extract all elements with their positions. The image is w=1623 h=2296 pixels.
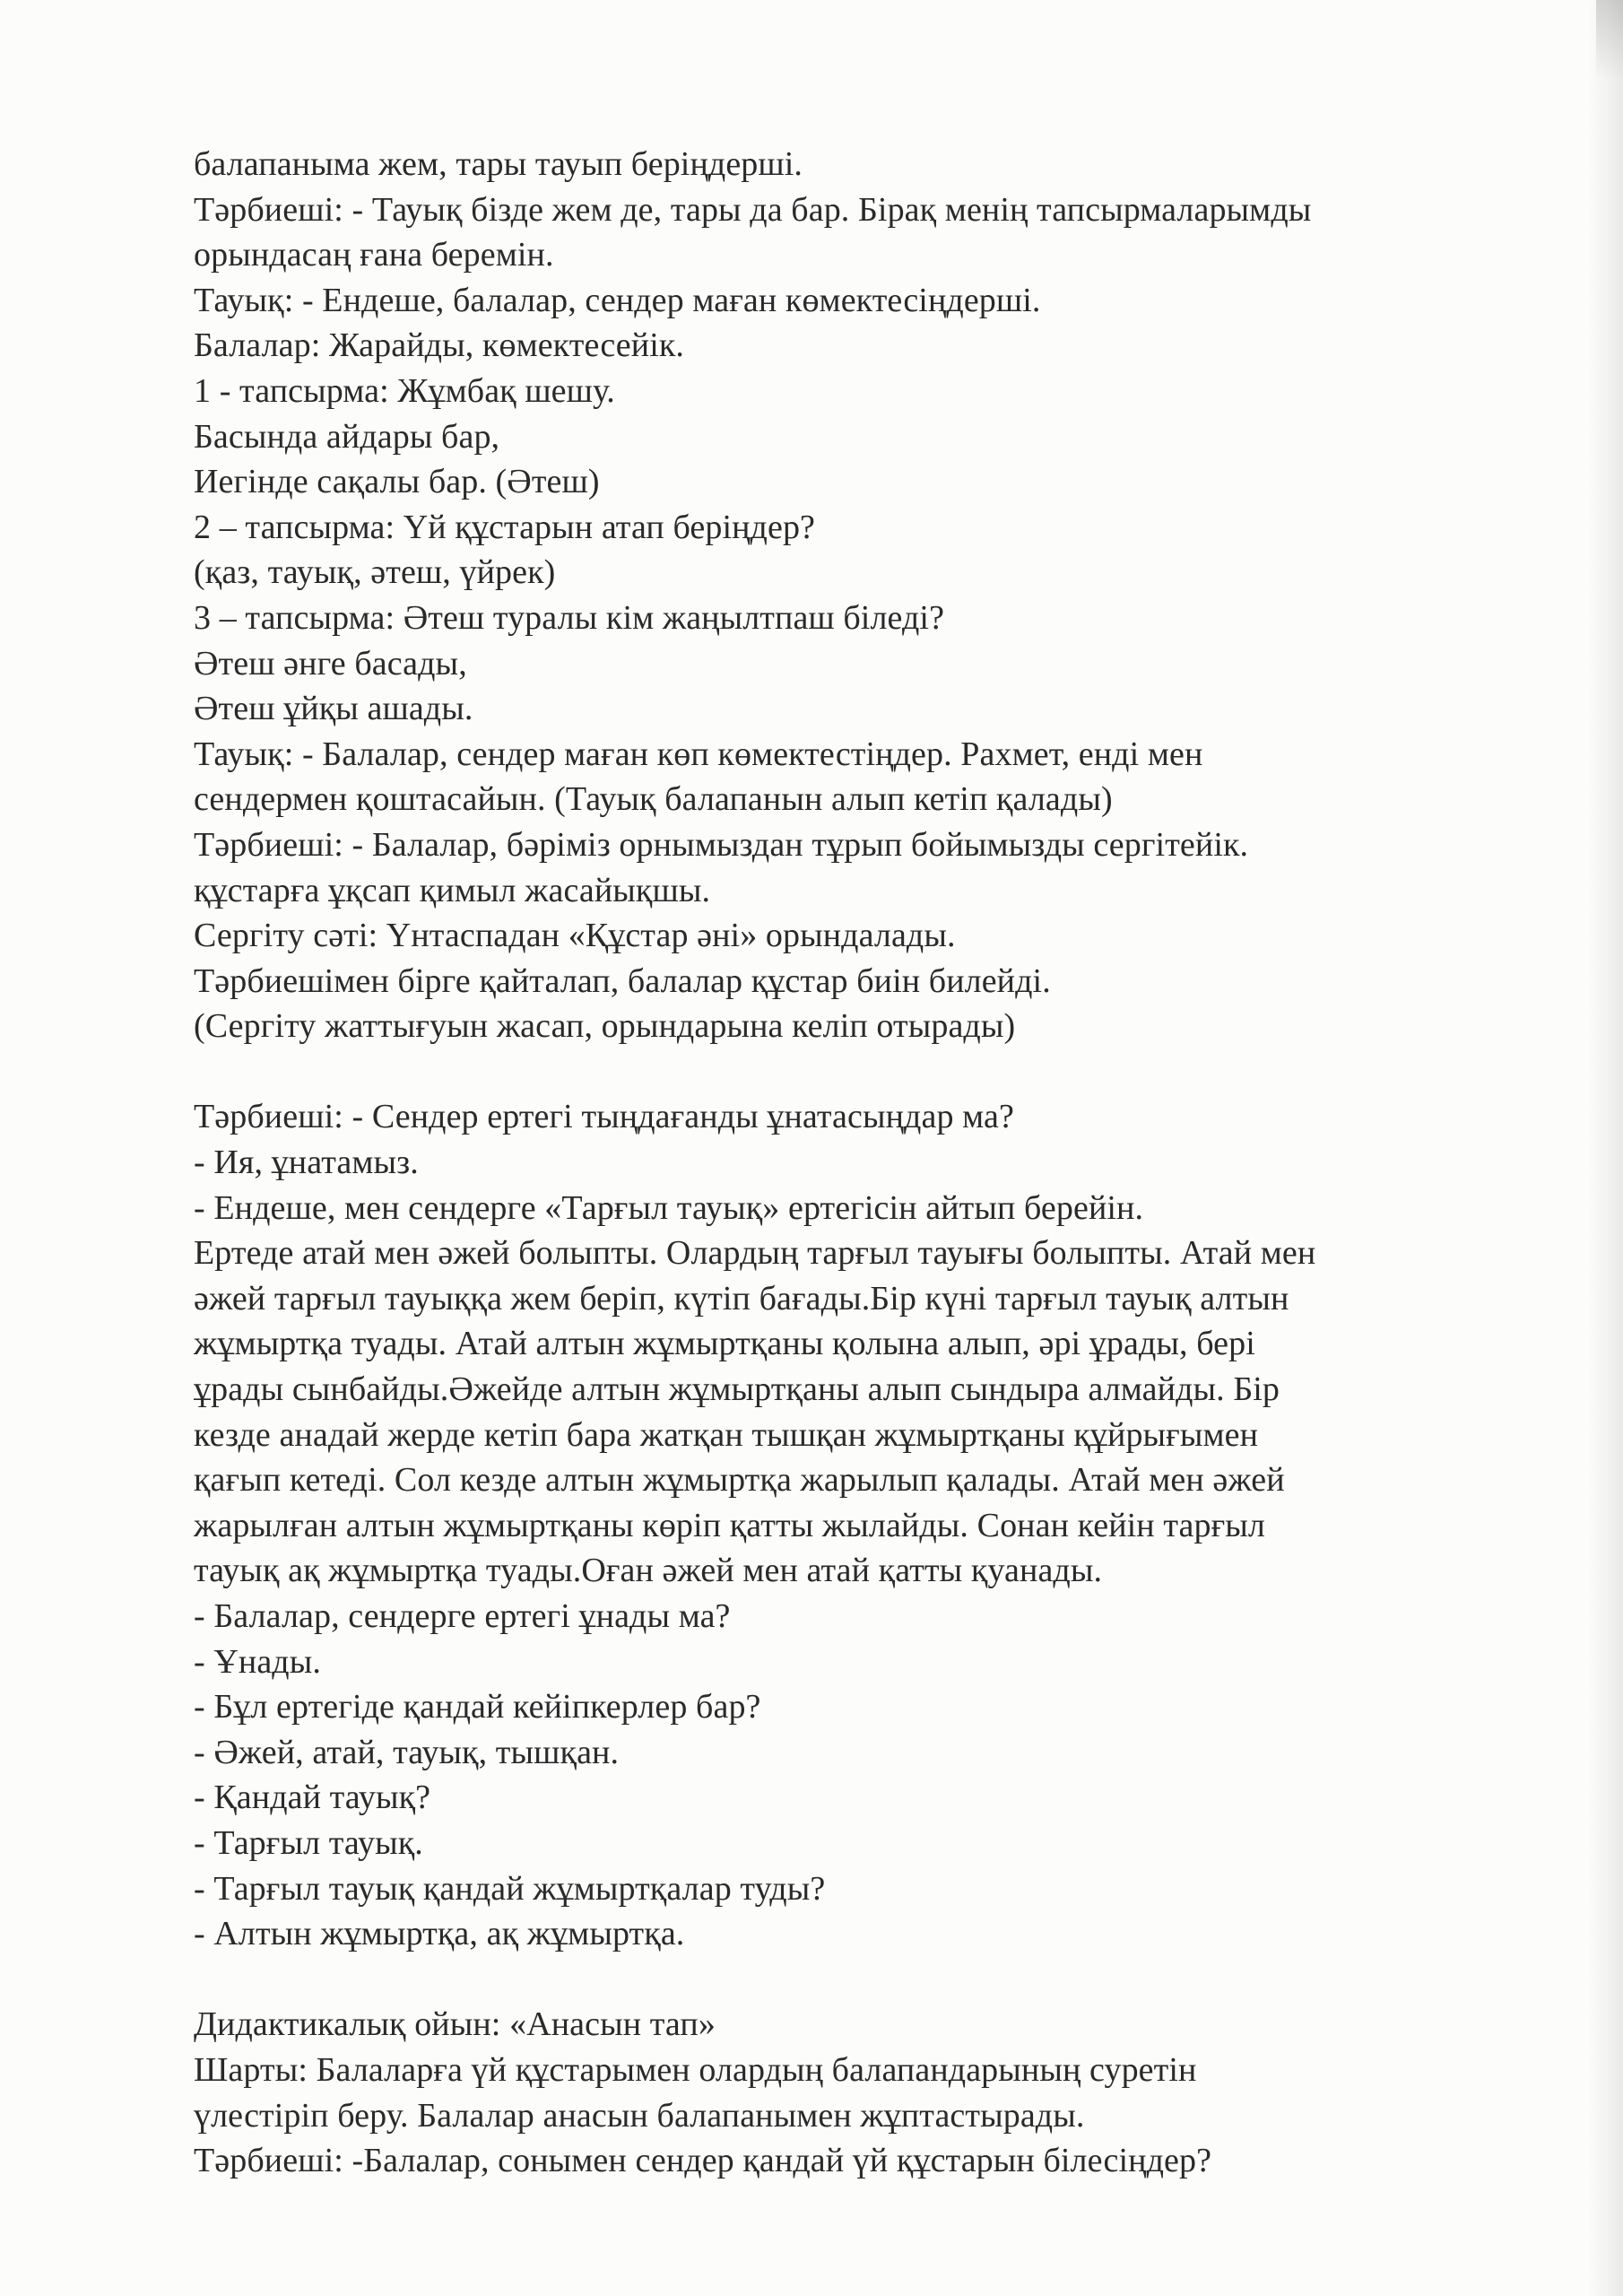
text-line: кезде анадай жерде кетіп бара жатқан тышқан жұмыртқаны құйрығымен [194,1415,1259,1454]
text-line: жарылған алтын жұмыртқаны көріп қатты жылайды. Сонан кейін тарғыл [194,1506,1265,1544]
text-line: Әтеш әнге басады, [194,644,467,683]
text-line: әжей тарғыл тауыққа жем беріп, күтіп бағады.Бір күні тарғыл тауық алтын [194,1279,1289,1318]
text-line: Тәрбиеші: - Балалар, бәріміз орнымыздан тұрып бойымызды сергітейік. [194,825,1249,864]
text-line: жұмыртқа туады. Атай алтын жұмыртқаны қолына алып, әрі ұрады, бері [194,1325,1255,1363]
text-line: - Ия, ұнатамыз. [194,1144,419,1182]
text-line: - Тарғыл тауық қандай жұмыртқалар туды? [194,1869,826,1908]
text-line: - Әжей, атай, тауық, тышқан. [194,1733,620,1771]
text-line: орындасаң ғана беремін. [194,236,554,274]
text-line: Тауық: - Ендеше, балалар, сендер маған көмектесіңдерші. [194,281,1041,319]
text-line: Дидактикалық ойын: «Анасын тап» [194,2005,716,2044]
text-line: Иегінде сақалы бар. (Әтеш) [194,463,600,501]
text-line: Тәрбиеші: - Тауық бізде жем де, тары да бар. Бірақ менің тапсырмаларымды [194,190,1312,229]
text-line: ұрады сынбайды.Әжейде алтын жұмыртқаны алып сындыра алмайды. Бір [194,1370,1280,1409]
text-line: Басында айдары бар, [194,417,500,456]
text-line: 2 – тапсырма: Үй құстарын атап беріңдер? [194,508,816,546]
text-line: - Алтын жұмыртқа, ақ жұмыртқа. [194,1915,685,1953]
text-line: - Ендеше, мен сендерге «Тарғыл тауық» ертегісін айтып берейін. [194,1188,1144,1227]
text-line: (қаз, тауық, әтеш, үйрек) [194,553,556,592]
text-line: Тәрбиеші: - Сендер ертегі тыңдағанды ұнатасыңдар ма? [194,1098,1014,1136]
text-line: балапаныма жем, тары тауып беріңдерші. [194,145,803,183]
paragraph-gap [194,1957,1539,2003]
text-line: қағып кетеді. Сол кезде алтын жұмыртқа жарылып қалады. Атай мен әжей [194,1461,1285,1500]
text-line: - Тарғыл тауық. [194,1823,423,1862]
text-line: Сергіту сәті: Үнтаспадан «Құстар әні» орындалады. [194,917,956,955]
text-line: тауық ақ жұмыртқа туады.Оған әжей мен атай қатты қуанады. [194,1552,1103,1590]
text-line: - Қандай тауық? [194,1779,431,1817]
paragraph-gap [194,1049,1539,1095]
text-line: 3 – тапсырма: Әтеш туралы кім жаңылтпаш біледі? [194,598,945,637]
text-line: Ертеде атай мен әжей болыпты. Олардың тарғыл тауығы болыпты. Атай мен [194,1234,1316,1273]
text-line: Әтеш ұйқы ашады. [194,690,473,728]
text-line: 1 - тапсырма: Жұмбақ шешу. [194,371,615,410]
document-body [194,142,1539,2184]
text-line: Балалар: Жарайды, көмектесейік. [194,326,685,365]
text-line: Тәрбиешімен бірге қайталап, балалар құстар биін билейді. [194,961,1051,1000]
text-line: үлестіріп беру. Балалар анасын балапанымен жұптастырады. [194,2096,1085,2135]
scan-shadow-corner [1596,0,1623,81]
scan-shadow-edge [1587,0,1623,2296]
text-line: - Бұл ертегіде қандай кейіпкерлер бар? [194,1688,761,1726]
text-line: Тәрбиеші: -Балалар, сонымен сендер қандай үй құстарын білесіңдер? [194,2142,1212,2180]
text-line: Тауық: - Балалар, сендер маған көп көмектестіңдер. Рахмет, енді мен [194,735,1203,773]
text-line: - Ұнады. [194,1642,321,1681]
text-line: (Сергіту жаттығуын жасап, орындарына келіп отырады) [194,1007,1016,1046]
text-line: - Балалар, сендерге ертегі ұнады ма? [194,1597,731,1635]
text-line: Шарты: Балаларға үй құстарымен олардың балапандарының суретін [194,2050,1197,2089]
text-line: құстарға ұқсап қимыл жасайықшы. [194,871,711,909]
text-line: сендермен қоштасайын. (Тауық балапанын алып кетіп қалады) [194,780,1113,819]
